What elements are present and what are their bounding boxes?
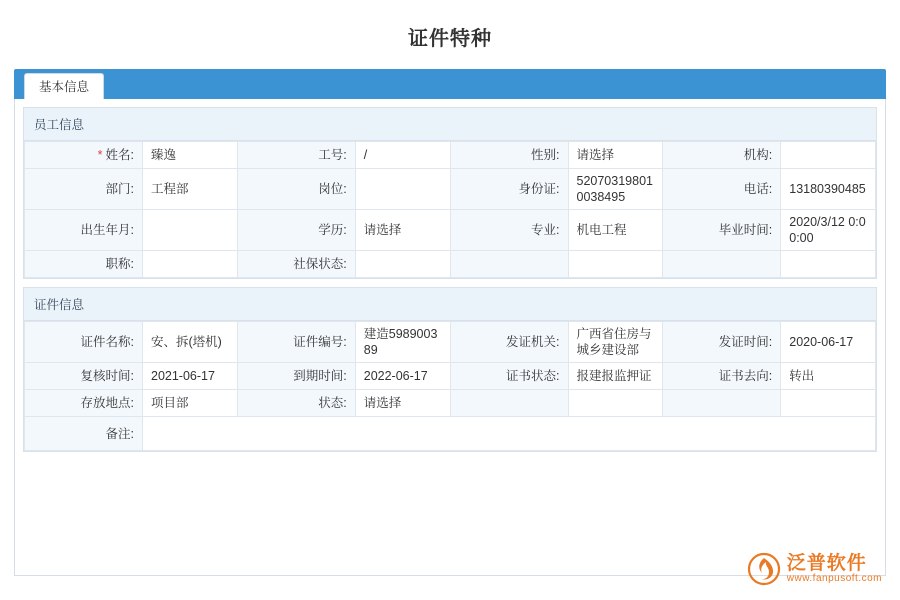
field-label-issuing-authority: 发证机关: — [450, 322, 568, 363]
field-label-empty-2 — [663, 251, 781, 278]
table-row — [25, 390, 876, 417]
field-value-cert-destination[interactable]: 转出 — [781, 363, 876, 390]
table-row — [25, 169, 876, 210]
field-value-remark[interactable] — [143, 417, 876, 451]
field-label-empty-1 — [450, 251, 568, 278]
field-value-department[interactable]: 工程部 — [143, 169, 238, 210]
field-value-id-card[interactable]: 520703198010038495 — [568, 169, 663, 210]
field-label-issue-date: 发证时间: — [663, 322, 781, 363]
brand-name-cn: 泛普软件 — [786, 552, 867, 574]
tab-bar — [14, 69, 886, 99]
section-certificate-info — [23, 287, 877, 452]
field-value-status[interactable]: 请选择 — [355, 390, 450, 417]
field-value-cert-name[interactable]: 安、拆(塔机) — [143, 322, 238, 363]
field-label-employee-no: 工号: — [237, 142, 355, 169]
field-label-graduation-time: 毕业时间: — [663, 210, 781, 251]
tab-basic-info[interactable]: 基本信息 — [24, 73, 104, 99]
field-label-storage-location: 存放地点: — [25, 390, 143, 417]
field-value-cert-status[interactable]: 报建报监押证 — [568, 363, 663, 390]
field-value-job-title[interactable] — [143, 251, 238, 278]
field-value-name[interactable]: 臻逸 — [143, 142, 238, 169]
field-label-cert-destination: 证书去向: — [663, 363, 781, 390]
field-value-phone[interactable]: 13180390485 — [781, 169, 876, 210]
field-value-issuing-authority[interactable]: 广西省住房与城乡建设部 — [568, 322, 663, 363]
employee-info-table — [24, 141, 876, 278]
field-label-social-security: 社保状态: — [237, 251, 355, 278]
field-value-empty-1 — [568, 251, 663, 278]
field-value-education[interactable]: 请选择 — [355, 210, 450, 251]
field-label-expiry-date: 到期时间: — [237, 363, 355, 390]
label-text: 姓名: — [105, 148, 134, 162]
table-row — [25, 142, 876, 169]
field-value-storage-location[interactable]: 项目部 — [143, 390, 238, 417]
field-label-gender: 性别: — [450, 142, 568, 169]
table-row — [25, 251, 876, 278]
field-value-employee-no[interactable]: / — [355, 142, 450, 169]
section-title-certificate: 证件信息 — [24, 288, 876, 321]
field-value-empty-2 — [781, 251, 876, 278]
field-value-expiry-date[interactable]: 2022-06-17 — [355, 363, 450, 390]
field-label-major: 专业: — [450, 210, 568, 251]
field-label-review-date: 复核时间: — [25, 363, 143, 390]
field-value-social-security[interactable] — [355, 251, 450, 278]
field-label-empty-4 — [663, 390, 781, 417]
field-label-position: 岗位: — [237, 169, 355, 210]
table-row-remark — [25, 417, 876, 451]
field-value-graduation-time[interactable]: 2020/3/12 0:00:00 — [781, 210, 876, 251]
field-label-status: 状态: — [237, 390, 355, 417]
section-employee-info — [23, 107, 877, 279]
field-label-remark: 备注: — [25, 417, 143, 451]
page-title: 证件特种 — [408, 28, 492, 50]
field-label-job-title: 职称: — [25, 251, 143, 278]
field-value-birth-date[interactable] — [143, 210, 238, 251]
table-row — [25, 210, 876, 251]
field-label-cert-status: 证书状态: — [450, 363, 568, 390]
field-value-empty-4 — [781, 390, 876, 417]
field-value-issue-date[interactable]: 2020-06-17 — [781, 322, 876, 363]
field-label-cert-name: 证件名称: — [25, 322, 143, 363]
field-value-cert-no[interactable]: 建造598900389 — [355, 322, 450, 363]
table-row — [25, 322, 876, 363]
brand-url: www.fanpusoft.com — [786, 572, 882, 584]
field-label-cert-no: 证件编号: — [237, 322, 355, 363]
field-value-review-date[interactable]: 2021-06-17 — [143, 363, 238, 390]
certificate-info-table — [24, 321, 876, 451]
field-label-department: 部门: — [25, 169, 143, 210]
field-value-empty-3 — [568, 390, 663, 417]
field-value-position[interactable] — [355, 169, 450, 210]
field-label-birth-date: 出生年月: — [25, 210, 143, 251]
field-label-id-card: 身份证: — [450, 169, 568, 210]
section-title-employee: 员工信息 — [24, 108, 876, 141]
form-panel — [14, 99, 886, 576]
field-label-empty-3 — [450, 390, 568, 417]
table-row — [25, 363, 876, 390]
required-marker: * — [97, 148, 103, 162]
field-label-organization: 机构: — [663, 142, 781, 169]
field-value-major[interactable]: 机电工程 — [568, 210, 663, 251]
field-label-education: 学历: — [237, 210, 355, 251]
field-label-name — [25, 142, 143, 169]
field-label-phone: 电话: — [663, 169, 781, 210]
field-value-organization[interactable] — [781, 142, 876, 169]
field-value-gender[interactable]: 请选择 — [568, 142, 663, 169]
